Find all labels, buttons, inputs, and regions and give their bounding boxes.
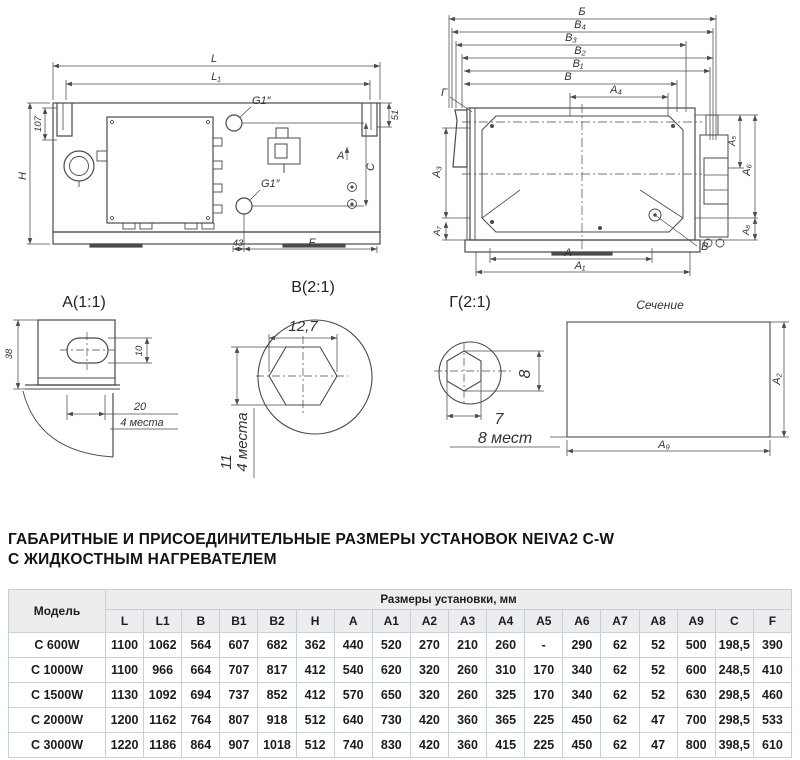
value-cell: 966 [144, 658, 182, 683]
model-cell: С 1000W [9, 658, 106, 683]
value-cell: 564 [182, 633, 220, 658]
value-cell: 630 [677, 683, 715, 708]
value-cell: 852 [258, 683, 296, 708]
value-cell: 764 [182, 708, 220, 733]
value-cell: 62 [601, 708, 639, 733]
value-cell: 298,5 [715, 683, 753, 708]
value-cell: 607 [220, 633, 258, 658]
table-row [9, 733, 792, 758]
port-label-g1-bottom: G1″ [261, 178, 280, 190]
detail-b-drawing [218, 279, 372, 478]
column-header-A5: A5 [525, 610, 563, 633]
value-cell: 830 [372, 733, 410, 758]
value-cell: 1200 [106, 708, 144, 733]
column-header-A6: A6 [563, 610, 601, 633]
page-title-line2: С ЖИДКОСТНЫМ НАГРЕВАТЕЛЕМ [8, 551, 277, 569]
column-header-A3: A3 [448, 610, 486, 633]
column-header-A8: A8 [639, 610, 677, 633]
detail-g-drawing [434, 294, 560, 447]
column-header-A7: A7 [601, 610, 639, 633]
value-cell: 170 [525, 658, 563, 683]
value-cell: 620 [372, 658, 410, 683]
dim-label-a1: A₁ [574, 260, 586, 272]
value-cell: 600 [677, 658, 715, 683]
dim-label-43: 43 [232, 238, 244, 249]
value-cell: 298,5 [715, 708, 753, 733]
value-cell: 570 [334, 683, 372, 708]
value-cell: 1062 [144, 633, 182, 658]
dim-label-a3: A₃ [431, 166, 443, 178]
dim-label-a: A [564, 247, 572, 259]
detail-b-title: В(2:1) [291, 279, 335, 296]
value-cell: 365 [487, 708, 525, 733]
dim-label-7: 7 [494, 411, 504, 428]
section-view-drawing [550, 298, 789, 456]
section-title: Сечение [636, 298, 684, 312]
dim-label-38: 38 [4, 348, 15, 360]
pressure-switch-icon [268, 128, 300, 173]
value-cell: 410 [753, 658, 791, 683]
column-header-A2: A2 [410, 610, 448, 633]
column-header-B: B [182, 610, 220, 633]
table-row [9, 633, 792, 658]
value-cell: 47 [639, 708, 677, 733]
value-cell: 320 [410, 658, 448, 683]
value-cell: 1100 [106, 633, 144, 658]
dim-label-10: 10 [134, 345, 145, 357]
column-header-A4: A4 [487, 610, 525, 633]
value-cell: 47 [639, 733, 677, 758]
column-header-L1: L1 [144, 610, 182, 633]
dim-label-b1: B₁ [572, 58, 584, 70]
value-cell: 360 [448, 733, 486, 758]
column-header-H: H [296, 610, 334, 633]
dim-label-b2: B₂ [574, 45, 586, 57]
dim-label-c: C [365, 163, 377, 171]
column-header-B1: B1 [220, 610, 258, 633]
dimensions-table [8, 589, 792, 758]
value-cell: 225 [525, 733, 563, 758]
dim-label-4-places-a: 4 места [120, 417, 164, 429]
value-cell: 440 [334, 633, 372, 658]
value-cell: 170 [525, 683, 563, 708]
value-cell: 694 [182, 683, 220, 708]
value-cell: 248,5 [715, 658, 753, 683]
value-cell: 740 [334, 733, 372, 758]
dim-label-12-7: 12,7 [288, 318, 318, 335]
value-cell: 1100 [106, 658, 144, 683]
dim-label-107: 107 [33, 116, 44, 132]
value-cell: 664 [182, 658, 220, 683]
value-cell: 640 [334, 708, 372, 733]
value-cell: 398,5 [715, 733, 753, 758]
value-cell: 320 [410, 683, 448, 708]
top-view-drawing [431, 6, 758, 276]
value-cell: 1162 [144, 708, 182, 733]
value-cell: 450 [563, 708, 601, 733]
detail-g-title: Г(2:1) [449, 294, 491, 311]
value-cell: 907 [220, 733, 258, 758]
dim-label-b-cap: Б [578, 6, 586, 18]
value-cell: 700 [677, 708, 715, 733]
dim-label-11: 11 [218, 454, 235, 470]
value-cell: 62 [601, 633, 639, 658]
model-cell: С 1500W [9, 683, 106, 708]
value-cell: 310 [487, 658, 525, 683]
table-row [9, 708, 792, 733]
value-cell: 260 [448, 683, 486, 708]
value-cell: 340 [563, 683, 601, 708]
value-cell: 62 [601, 683, 639, 708]
dim-label-a5: A₅ [727, 135, 738, 147]
page-title [8, 530, 788, 571]
value-cell: 500 [677, 633, 715, 658]
dim-label-8: 8 [517, 369, 534, 379]
detail-a-title: А(1:1) [62, 294, 106, 311]
column-header-A1: A1 [372, 610, 410, 633]
dim-label-b3: B₃ [565, 32, 577, 44]
value-cell: 682 [258, 633, 296, 658]
dim-label-l1: L₁ [211, 71, 221, 83]
column-header-A9: A9 [677, 610, 715, 633]
value-cell: 512 [296, 733, 334, 758]
detail-a-drawing [4, 294, 178, 457]
value-cell: 412 [296, 658, 334, 683]
value-cell: 260 [448, 658, 486, 683]
callout-label-b: B [701, 241, 709, 253]
value-cell: 198,5 [715, 633, 753, 658]
value-cell: 707 [220, 658, 258, 683]
model-cell: С 600W [9, 633, 106, 658]
value-cell: 450 [563, 733, 601, 758]
value-cell: 800 [677, 733, 715, 758]
port-label-g1-top: G1″ [252, 95, 271, 107]
page-title-line1: ГАБАРИТНЫЕ И ПРИСОЕДИНИТЕЛЬНЫЕ РАЗМЕРЫ УСТАНОВОК NEIVA2 C-W [8, 531, 615, 548]
value-cell: 290 [563, 633, 601, 658]
front-view-drawing [17, 53, 401, 253]
value-cell: 1130 [106, 683, 144, 708]
view-arrow-label-a: A [337, 150, 345, 162]
value-cell: 420 [410, 733, 448, 758]
value-cell: 360 [448, 708, 486, 733]
value-cell: 52 [639, 683, 677, 708]
value-cell: 1018 [258, 733, 296, 758]
value-cell: 460 [753, 683, 791, 708]
value-cell: 260 [487, 633, 525, 658]
dim-label-a4: A₄ [610, 84, 622, 96]
dim-label-b: B [564, 71, 572, 83]
dim-label-20: 20 [133, 401, 147, 413]
value-cell: 864 [182, 733, 220, 758]
value-cell: 52 [639, 658, 677, 683]
value-cell: 520 [372, 633, 410, 658]
value-cell: 270 [410, 633, 448, 658]
dim-label-b4: B₄ [574, 19, 586, 31]
column-header-F: F [753, 610, 791, 633]
value-cell: 540 [334, 658, 372, 683]
callout-label-g: Г [441, 87, 447, 99]
dim-label-a8: A₈ [741, 224, 752, 236]
value-cell: 610 [753, 733, 791, 758]
value-cell: - [525, 633, 563, 658]
value-cell: 807 [220, 708, 258, 733]
value-cell: 412 [296, 683, 334, 708]
value-cell: 1092 [144, 683, 182, 708]
value-cell: 62 [601, 658, 639, 683]
value-cell: 918 [258, 708, 296, 733]
dim-label-l: L [210, 53, 218, 65]
port-g1-top-icon [226, 115, 242, 131]
value-cell: 650 [372, 683, 410, 708]
column-header-B2: B2 [258, 610, 296, 633]
value-cell: 533 [753, 708, 791, 733]
model-cell: С 3000W [9, 733, 106, 758]
cable-gland-icon [64, 151, 94, 181]
value-cell: 52 [639, 633, 677, 658]
port-g1-bottom-icon [236, 198, 252, 214]
dim-label-f: F [308, 237, 316, 249]
table-row [9, 683, 792, 708]
dim-label-a6: A₆ [741, 164, 753, 176]
model-column-header: Модель [9, 590, 106, 633]
value-cell: 730 [372, 708, 410, 733]
value-cell: 362 [296, 633, 334, 658]
value-cell: 737 [220, 683, 258, 708]
dim-label-51: 51 [390, 109, 401, 121]
value-cell: 210 [448, 633, 486, 658]
column-header-A: A [334, 610, 372, 633]
value-cell: 390 [753, 633, 791, 658]
column-header-L: L [106, 610, 144, 633]
value-cell: 512 [296, 708, 334, 733]
table-body [9, 633, 792, 758]
column-header-C: C [715, 610, 753, 633]
dim-label-a7: A₇ [432, 226, 443, 236]
table-header [9, 590, 792, 633]
value-cell: 817 [258, 658, 296, 683]
value-cell: 62 [601, 733, 639, 758]
value-cell: 1220 [106, 733, 144, 758]
value-cell: 340 [563, 658, 601, 683]
value-cell: 1186 [144, 733, 182, 758]
dim-label-a9: A₉ [658, 439, 670, 451]
dim-label-a2: A₂ [771, 373, 783, 385]
value-cell: 420 [410, 708, 448, 733]
value-cell: 225 [525, 708, 563, 733]
value-cell: 325 [487, 683, 525, 708]
model-cell: С 2000W [9, 708, 106, 733]
column-header-row [9, 610, 792, 633]
table-row [9, 658, 792, 683]
dim-label-h: H [17, 172, 29, 180]
dim-label-4-places-b: 4 места [234, 412, 251, 472]
group-column-header: Размеры установки, мм [106, 590, 792, 610]
value-cell: 415 [487, 733, 525, 758]
dim-label-8-places: 8 мест [477, 430, 533, 447]
